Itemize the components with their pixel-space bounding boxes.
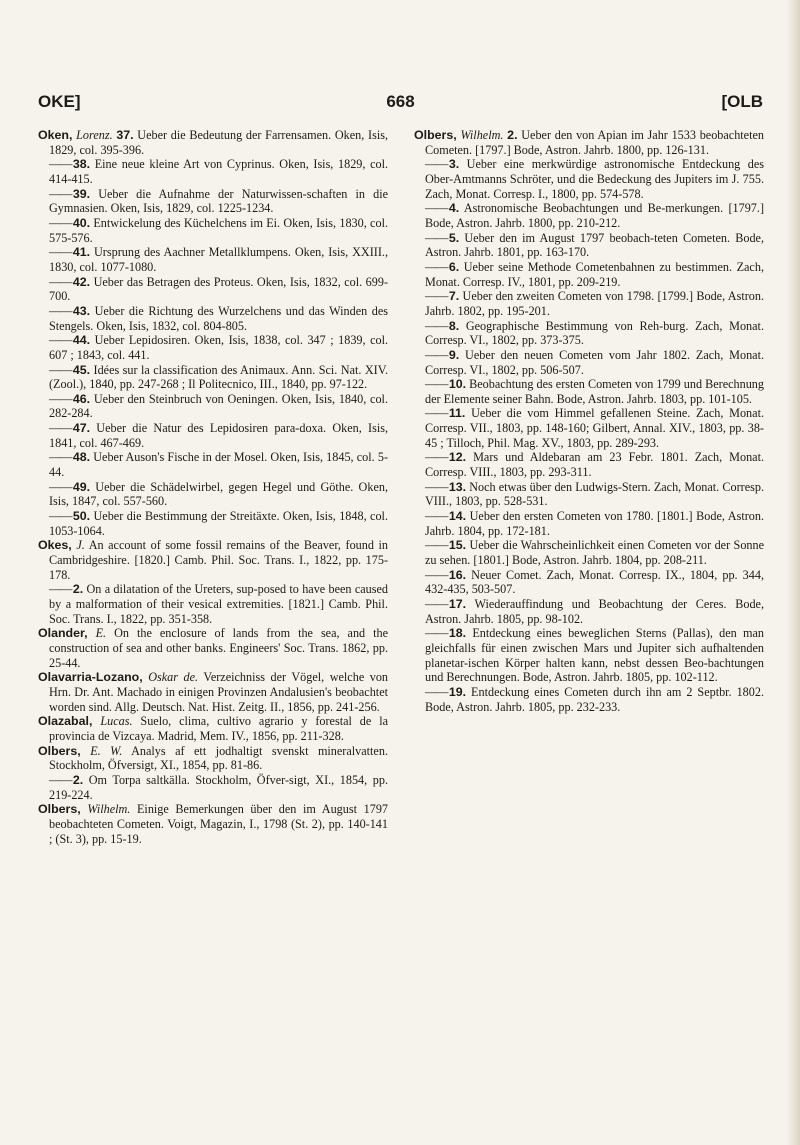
catalogue-entry [38, 245, 388, 274]
entry-forename: E. W. [90, 743, 123, 758]
entry-number: 45. [72, 362, 91, 377]
entry-text: On the enclosure of lands from the sea, and the construction of sea and other banks. Engineers' Soc. Trans. 1862, pp. 25-44. [49, 626, 389, 670]
catalogue-entry [38, 670, 388, 714]
entry-number: 40. [72, 215, 91, 230]
entry-number: 44. [72, 333, 91, 348]
catalogue-entry [414, 348, 764, 377]
catalogue-entry [38, 480, 388, 509]
entry-number: 2. [507, 128, 518, 142]
entry-number: 42. [72, 274, 91, 289]
entry-text: Entdeckung eines Cometen durch ihn am 2 Septbr. 1802. Bode, Astron. Jahrb. 1805, pp. 232-233. [425, 684, 765, 714]
entry-text: Analys af ett jodhaltigt svenskt mineralvatten. Stockholm, Öfversigt, XI., 1854, pp. 81-86. [49, 743, 388, 773]
entry-text: Eine neue kleine Art von Cyprinus. Oken, Isis, 1829, col. 414-415. [49, 157, 389, 186]
entry-text: Ueber die Richtung des Wurzelchens und das Winden des Stengels. Oken, Isis, 1832, col. 804-805. [49, 303, 389, 333]
catalogue-entry [38, 802, 388, 846]
entry-number: 37. [116, 128, 134, 142]
entry-text: Ueber die Bedeutung der Farrensamen. Oken, Isis, 1829, col. 395-396. [49, 128, 389, 157]
entry-number: 6. [448, 259, 460, 274]
entry-number: 13. [448, 479, 467, 494]
catalogue-entry [414, 289, 764, 318]
header-left: OKE] [38, 92, 81, 111]
entry-text: Ueber den Steinbruch von Oeningen. Oken, Isis, 1840, col. 282-284. [49, 391, 388, 421]
entry-author: Oken, [38, 128, 73, 142]
catalogue-entry [414, 231, 764, 260]
entry-text: Ueber den neuen Cometen vom Jahr 1802. Zach, Monat. Corresp. VI., 1802, pp. 506-507. [425, 347, 764, 377]
catalogue-entry [38, 216, 388, 245]
entry-number: 7. [448, 289, 460, 304]
entry-number: 49. [72, 479, 91, 494]
catalogue-entry [414, 450, 764, 479]
entry-number: 5. [448, 230, 460, 245]
entry-number: 19. [448, 684, 467, 699]
entry-text: Mars und Aldebaran am 23 Febr. 1801. Zach, Monat. Corresp. VIII., 1803, pp. 293-311. [425, 450, 764, 480]
entry-text: Entwickelung des Küchelchens im Ei. Oken, Isis, 1830, col. 575-576. [49, 215, 388, 245]
entry-number: 43. [72, 303, 91, 318]
catalogue-entry [414, 509, 764, 538]
entry-text: Ueber den ersten Cometen von 1780. [1801.] Bode, Astron. Jahrb. 1804, pp. 172-181. [425, 509, 764, 538]
entry-text: Ueber die Bestimmung der Streitäxte. Oken, Isis, 1848, col. 1053-1064. [49, 509, 388, 538]
entry-number: 17. [448, 597, 467, 611]
entry-number: 8. [448, 318, 460, 333]
catalogue-entry [38, 450, 388, 479]
entry-text: Einige Bemerkungen über den im August 1797 beobachteten Cometen. Voigt, Magazin, I., 1798 (St. 2), pp. 140-141 ; (St. 3), pp. 15-19. [49, 802, 389, 846]
catalogue-entry [414, 406, 764, 450]
catalogue-entry [38, 421, 388, 450]
entry-text: Geographische Bestimmung von Reh-burg. Zach, Monat. Corresp. VI., 1802, pp. 373-375. [425, 318, 764, 348]
catalogue-entry [38, 333, 388, 362]
entry-author: Olavarria-Lozano, [38, 670, 143, 685]
catalogue-entry [414, 319, 764, 348]
catalogue-entry [414, 157, 764, 201]
catalogue-entry [38, 509, 388, 538]
entry-text: Neuer Comet. Zach, Monat. Corresp. IX., 1804, pp. 344, 432-435, 503-507. [425, 567, 764, 597]
entry-text: Ueber die Wahrscheinlichkeit einen Cometen vor der Sonne zu sehen. [1801.] Bode, Astron. Jahrb. 1804, pp. 208-211. [425, 538, 765, 568]
page-number: 668 [386, 92, 415, 111]
entry-text: Ueber die Natur des Lepidosiren para-doxa. Oken, Isis, 1841, col. 467-469. [49, 421, 388, 450]
entry-forename: E. [95, 626, 107, 641]
left-column [38, 128, 388, 846]
catalogue-entry [414, 538, 764, 567]
catalogue-entry [414, 480, 764, 509]
right-column [414, 128, 764, 714]
catalogue-entry [38, 744, 388, 773]
catalogue-entry [414, 626, 764, 685]
entry-text: Ueber den von Apian im Jahr 1533 beobachteten Cometen. [1797.] Bode, Astron. Jahrb. 1800, pp. 126-131. [425, 128, 764, 157]
catalogue-entry [414, 568, 764, 597]
entry-text: Entdeckung eines beweglichen Sterns (Pallas), den man gleichfalls für einen zwischen Mars und Jupiter sich aufhaltenden planetar-ischen Körper halten kann, nebst dessen Beo-bachtungen und Berechnungen. Bode, Astron. Jahrb. 1805, pp. 102-112. [425, 626, 765, 685]
catalogue-entry [38, 363, 388, 392]
entry-forename: Wilhelm. [460, 128, 504, 142]
entry-text: Suelo, clima, cultivo agrario y forestal de la provincia de Vizcaya. Madrid, Mem. IV., 1856, pp. 211-328. [49, 714, 389, 743]
entry-text: Om Torpa saltkälla. Stockholm, Öfver-sigt, XI., 1854, pp. 219-224. [49, 772, 388, 802]
entry-number: 11. [448, 406, 466, 421]
catalogue-entry [414, 597, 764, 626]
catalogue-entry [38, 187, 388, 216]
entry-number: 41. [72, 245, 91, 260]
catalogue-entry [414, 377, 764, 406]
entry-number: 2. [72, 582, 84, 597]
entry-number: 39. [72, 186, 91, 201]
entry-text: Ueber die Aufnahme der Naturwissen-schaften in die Gymnasien. Oken, Isis, 1829, col. 1225-1234. [49, 186, 388, 216]
entry-number: 16. [448, 567, 467, 582]
entry-forename: Lorenz. [76, 128, 113, 142]
entry-number: 4. [448, 201, 460, 216]
entry-number: 48. [72, 450, 91, 465]
catalogue-entry [414, 128, 764, 157]
entry-number: 12. [448, 450, 467, 465]
catalogue-entry [38, 714, 388, 743]
entry-text: Ueber das Betragen des Proteus. Oken, Isis, 1832, col. 699-700. [49, 274, 389, 304]
entry-number: 46. [72, 391, 91, 406]
catalogue-entry [38, 626, 388, 670]
catalogue-entry [414, 260, 764, 289]
page-edge [786, 0, 800, 1145]
entry-number: 38. [72, 157, 91, 172]
entry-text: Verzeichniss der Vögel, welche von Hrn. Dr. Ant. Machado in einigen Provinzen Andalusien's beobachtet worden sind. Allg. Deutsch. Nat. Hist. Zeitg. II., 1856, pp. 241-256. [49, 670, 389, 714]
catalogue-entry [38, 538, 388, 582]
entry-text: Ueber seine Methode Cometenbahnen zu bestimmen. Zach, Monat. Corresp. IV., 1801, pp. 209-219. [425, 259, 764, 289]
catalogue-entry [414, 201, 764, 230]
entry-text: Wiederauffindung und Beobachtung der Ceres. Bode, Astron. Jahrb. 1805, pp. 98-102. [425, 597, 764, 626]
entry-forename: Lucas. [100, 714, 133, 729]
catalogue-entry [38, 275, 388, 304]
entry-author: Olander, [38, 626, 88, 641]
entry-number: 10. [448, 377, 467, 392]
entry-forename: J. [76, 538, 85, 553]
catalogue-entry [38, 304, 388, 333]
entry-text: On a dilatation of the Ureters, sup-posed to have been caused by a malformation of their vesical extremities. [1821.] Camb. Phil. Soc. Trans. I., 1822, pp. 351-358. [49, 582, 389, 626]
entry-author: Okes, [38, 538, 72, 553]
entry-number: 18. [448, 626, 467, 641]
entry-text: Astronomische Beobachtungen und Be-merkungen. [1797.] Bode, Astron. Jahrb. 1800, pp. 210-212. [425, 201, 765, 230]
entry-number: 3. [448, 157, 460, 172]
entry-number: 47. [72, 421, 91, 436]
entry-text: Ueber die Schädelwirbel, gegen Hegel und Göthe. Oken, Isis, 1847, col. 557-560. [49, 479, 388, 509]
catalogue-entry [38, 582, 388, 626]
header-right: [OLB [721, 92, 763, 111]
entry-number: 2. [72, 772, 84, 787]
entry-text: Ueber eine merkwürdige astronomische Entdeckung des Ober-Amtmanns Schröter, und die Bedeckung des Jupiters im J. 755. Zach, Monat. Corresp. I., 1800, pp. 574-578. [425, 157, 764, 201]
catalogue-entry [38, 128, 388, 157]
catalogue-entry [38, 773, 388, 802]
entry-text: Ueber die vom Himmel gefallenen Steine. Zach, Monat. Corresp. VII., 1803, pp. 148-160; Gilbert, Annal. XIV., 1803, pp. 38-45 ; Tilloch, Phil. Mag. XV., 1803, pp. 289-293. [425, 406, 764, 450]
catalogue-entry [38, 392, 388, 421]
entry-text: Idées sur la classification des Animaux. Ann. Sci. Nat. XIV. (Zool.), 1840, pp. 247-268 ; Il Politecnico, III., 1840, pp. 97-122. [49, 362, 388, 392]
catalogue-entry [38, 157, 388, 186]
entry-forename: Oskar de. [148, 670, 199, 685]
entry-forename: Wilhelm. [87, 802, 131, 817]
entry-text: Beobachtung des ersten Cometen von 1799 und Berechnung der Elemente seiner Bahn. Bode, Astron. Jahrb. 1803, pp. 101-105. [425, 377, 764, 406]
entry-author: Olbers, [38, 743, 81, 758]
catalogue-entry [414, 685, 764, 714]
entry-text: Noch etwas über den Ludwigs-Stern. Zach, Monat. Corresp. VIII., 1803, pp. 528-531. [425, 479, 765, 509]
running-header [38, 92, 763, 116]
entry-number: 15. [448, 538, 467, 553]
entry-text: Ursprung des Aachner Metallklumpens. Oken, Isis, XXIII., 1830, col. 1077-1080. [49, 245, 389, 274]
entry-author: Olazabal, [38, 714, 93, 729]
entry-text: An account of some fossil remains of the Beaver, found in Cambridgeshire. [1820.] Camb. Phil. Soc. Trans. I., 1822, pp. 175-178. [49, 538, 388, 582]
entry-text: Ueber Lepidosiren. Oken, Isis, 1838, col. 347 ; 1839, col. 607 ; 1843, col. 441. [49, 333, 388, 362]
entry-number: 50. [72, 509, 91, 524]
entry-number: 9. [448, 347, 460, 362]
entry-author: Olbers, [38, 802, 81, 817]
entry-text: Ueber den im August 1797 beobach-teten Cometen. Bode, Astron. Jahrb. 1801, pp. 163-170. [425, 230, 764, 260]
entry-author: Olbers, [414, 128, 457, 142]
entry-text: Ueber den zweiten Cometen von 1798. [1799.] Bode, Astron. Jahrb. 1802, pp. 195-201. [425, 289, 764, 318]
entry-number: 14. [448, 509, 467, 524]
entry-text: Ueber Auson's Fische in der Mosel. Oken, Isis, 1845, col. 5-44. [49, 450, 388, 480]
